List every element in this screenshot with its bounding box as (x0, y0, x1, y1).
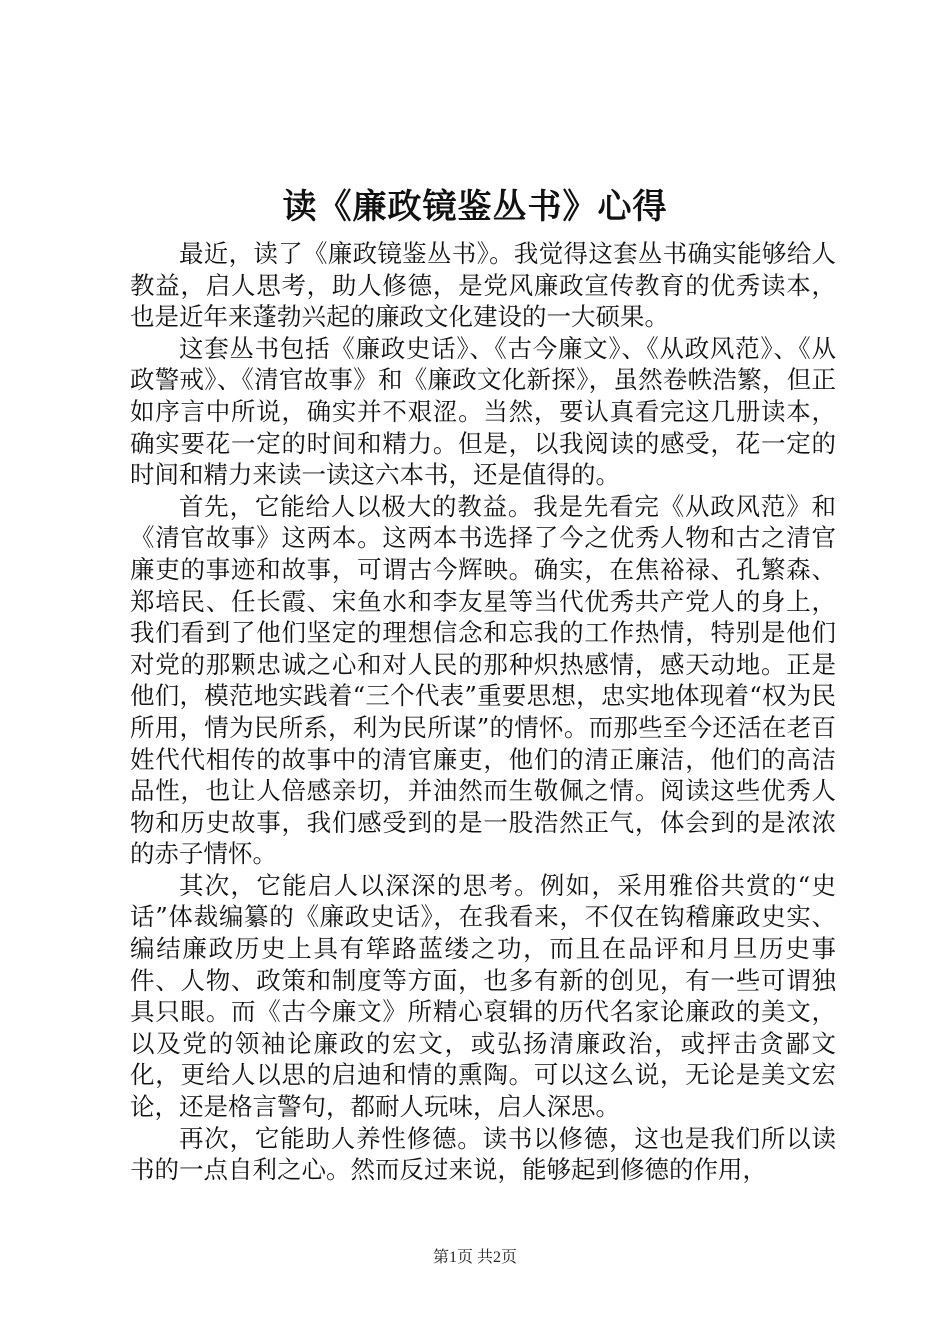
paragraph: 最近，读了《廉政镜鉴丛书》。我觉得这套丛书确实能够给人教益，启人思考，助人修德，是党风廉政宣传教育的优秀读本，也是近年来蓬勃兴起的廉政文化建设的一大硕果。 (130, 239, 836, 332)
paragraph: 这套丛书包括《廉政史话》、《古今廉文》、《从政风范》、《从政警戒》、《清官故事》和《廉政文化新探》，虽然卷帙浩繁，但正如序言中所说，确实并不艰涩。当然，要认真看完这几册读本，确实要花一定的时间和精力。但是，以我阅读的感受，花一定的时间和精力来读一读这六本书，还是值得的。 (130, 333, 836, 490)
document-title: 读《廉政镜鉴丛书》心得 (282, 187, 668, 227)
document-body (130, 238, 836, 1186)
paragraph: 再次，它能助人养性修德。读书以修德，这也是我们所以读书的一点自利之心。然而反过来说，能够起到修德的作用， (130, 1123, 836, 1185)
page-number-footer: 第1页 共2页 (432, 1249, 517, 1266)
paragraph: 首先，它能给人以极大的教益。我是先看完《从政风范》和《清官故事》这两本。这两本书选择了今之优秀人物和古之清官廉吏的事迹和故事，可谓古今辉映。确实，在焦裕禄、孔繁森、郑培民、任长霞、宋鱼水和李友星等当代优秀共产党人的身上，我们看到了他们坚定的理想信念和忘我的工作热情，特别是他们对党的那颗忠诚之心和对人民的那种炽热感情，感天动地。正是他们，模范地实践着“三个代表”重要思想，忠实地体现着“权为民所用，情为民所系，利为民所谋”的情怀。而那些至今还活在老百姓代代相传的故事中的清官廉吏，他们的清正廉洁，他们的高洁品性，也让人倍感亲切，并油然而生敬佩之情。阅读这些优秀人物和历史故事，我们感受到的是一股浩然正气，体会到的是浓浓的赤子情怀。 (130, 491, 836, 869)
paragraph: 其次，它能启人以深深的思考。例如，采用雅俗共赏的“史话”体裁编纂的《廉政史话》，在我看来，不仅在钩稽廉政史实、编结廉政历史上具有筚路蓝缕之功，而且在品评和月旦历史事件、人物、政策和制度等方面，也多有新的创见，有一些可谓独具只眼。而《古今廉文》所精心裒辑的历代名家论廉政的美文，以及党的领袖论廉政的宏文，或弘扬清廉政治，或抨击贪鄙文化，更给人以思的启迪和情的熏陶。可以这么说，无论是美文宏论，还是格言警句，都耐人玩味，启人深思。 (130, 870, 836, 1122)
